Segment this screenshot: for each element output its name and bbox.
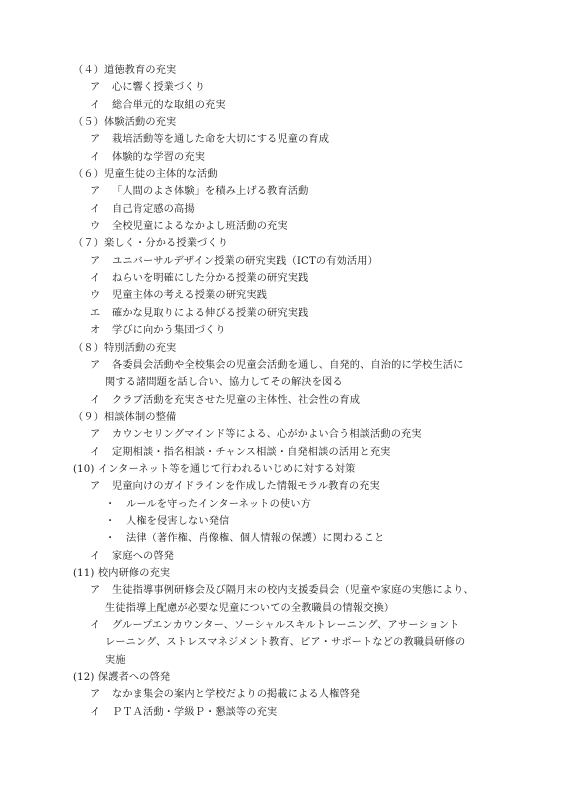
list-marker: ・ [105, 533, 116, 545]
list-marker: ア [90, 481, 101, 493]
list-marker: エ [90, 307, 101, 319]
list-marker: ・ [105, 498, 116, 510]
list-item [0, 548, 566, 565]
list-item-text: 法律（著作権、肖像権、個人情報の保護）に関わること [126, 533, 385, 545]
list-item-text: 児童主体の考える授業の研究実践 [112, 290, 268, 302]
list-item-text: 関する諸問題を話し合い、協力してその解決を図る [105, 377, 343, 389]
list-item [0, 149, 566, 166]
list-item [0, 183, 566, 200]
list-item-continuation [0, 374, 566, 391]
list-item [0, 270, 566, 287]
list-item [0, 305, 566, 322]
list-item-text: 心に響く授業づくり [112, 82, 206, 94]
list-marker: イ [90, 550, 101, 562]
list-item-text: 体験的な学習の充実 [112, 151, 206, 163]
list-item-text: カウンセリングマインド等による、心がかよい合う相談活動の充実 [112, 429, 422, 441]
list-marker: ア [90, 429, 101, 441]
list-item-text: 確かな見取りによる伸びる授業の研究実践 [112, 307, 309, 319]
list-item-continuation [0, 600, 566, 617]
list-item [0, 97, 566, 114]
list-marker: ア [90, 359, 101, 371]
list-marker: ア [90, 689, 101, 701]
list-marker: イ [90, 99, 101, 111]
list-marker: ア [90, 82, 101, 94]
list-item [0, 201, 566, 218]
list-item-text: 実施 [105, 654, 126, 666]
list-item-text: 人権を侵害しない発信 [126, 515, 230, 527]
section-heading: （５）体験活動の充実 [73, 117, 177, 129]
section-heading: (12) 保護者への啓発 [73, 672, 171, 684]
list-item-text: ＰＴＡ活動・学級Ｐ・懇談等の充実 [112, 706, 278, 718]
list-item [0, 322, 566, 339]
list-item [0, 392, 566, 409]
list-item-text: 「人間のよさ体験」を積み上げる教育活動 [112, 186, 309, 198]
list-item [0, 496, 566, 513]
list-item [0, 513, 566, 530]
section-heading: （９）相談体制の整備 [73, 411, 177, 423]
section-heading: （６）児童生徒の主体的な活動 [73, 169, 218, 181]
list-item-text: 栽培活動等を通した命を大切にする児童の育成 [112, 134, 330, 146]
list-item-text: 学びに向かう集団づくり [112, 325, 226, 337]
list-item-text: 各委員会活動や全校集会の児童会活動を通し、自発的、自治的に学校生活に [112, 359, 464, 371]
list-marker: ウ [90, 290, 101, 302]
list-item-text: ユニバーサルデザイン授業の研究実践（ICTの有効活用） [112, 255, 378, 267]
list-item-text: 児童向けのガイドラインを作成した情報モラル教育の充実 [112, 481, 380, 493]
list-item-text: 全校児童によるなかよし班活動の充実 [112, 221, 288, 233]
document-body [0, 62, 566, 721]
list-marker: イ [90, 620, 101, 631]
list-item-text: ねらいを明確にした分かる授業の研究実践 [112, 273, 309, 285]
list-item-text: 家庭への啓発 [112, 550, 175, 562]
list-item-text: 自己肯定感の高揚 [112, 203, 195, 215]
list-item [0, 617, 566, 634]
list-marker: オ [90, 325, 101, 337]
list-item [0, 704, 566, 721]
list-item [0, 79, 566, 96]
list-item-text: グループエンカウンター、ソーシャルスキルトレーニング、アサーショント [112, 620, 460, 631]
section-heading: (11) 校内研修の充実 [73, 567, 171, 579]
section-heading: （８）特別活動の充実 [73, 342, 177, 354]
section-heading: (10) インターネット等を通じて行われるいじめに対する対策 [73, 463, 356, 475]
list-marker: ア [90, 186, 101, 198]
list-marker: ア [90, 255, 101, 267]
list-item [0, 582, 566, 599]
list-item-text: 定期相談・指名相談・チャンス相談・自発相談の活用と充実 [112, 446, 391, 458]
list-item [0, 131, 566, 148]
list-marker: ア [90, 134, 101, 146]
list-item-continuation [0, 652, 566, 669]
list-item-text: クラブ活動を充実させた児童の主体性、社会性の育成 [112, 394, 361, 406]
list-item [0, 287, 566, 304]
section-heading: （４）道徳教育の充実 [73, 65, 177, 76]
list-item-text: なかま集会の案内と学校だよりの掲載による人権啓発 [112, 689, 361, 701]
list-marker: イ [90, 446, 101, 458]
list-item [0, 357, 566, 374]
list-marker: イ [90, 151, 101, 163]
list-item [0, 530, 566, 547]
list-marker: イ [90, 203, 101, 215]
list-item [0, 426, 566, 443]
list-marker: イ [90, 706, 101, 718]
list-marker: ウ [90, 221, 101, 233]
list-item-text: 総合単元的な取組の充実 [112, 99, 226, 111]
list-item [0, 218, 566, 235]
list-item-text: 生徒指導上配慮が必要な児童についての全教職員の情報交換） [105, 602, 395, 614]
list-marker: ア [90, 585, 101, 597]
list-marker: イ [90, 273, 101, 285]
list-item [0, 686, 566, 703]
list-item-text: レーニング、ストレスマネジメント教育、ピア・サポートなどの教職員研修の [105, 637, 466, 649]
list-item-continuation [0, 634, 566, 651]
list-item [0, 444, 566, 461]
list-item-text: 生徒指導事例研修会及び隔月末の校内支援委員会（児童や家庭の実態により、 [112, 585, 474, 597]
list-item [0, 253, 566, 270]
list-item [0, 478, 566, 495]
section-heading: （７）楽しく・分かる授業づくり [73, 238, 229, 250]
list-marker: ・ [105, 515, 116, 527]
list-marker: イ [90, 394, 101, 406]
list-item-text: ルールを守ったインターネットの使い方 [126, 498, 311, 510]
